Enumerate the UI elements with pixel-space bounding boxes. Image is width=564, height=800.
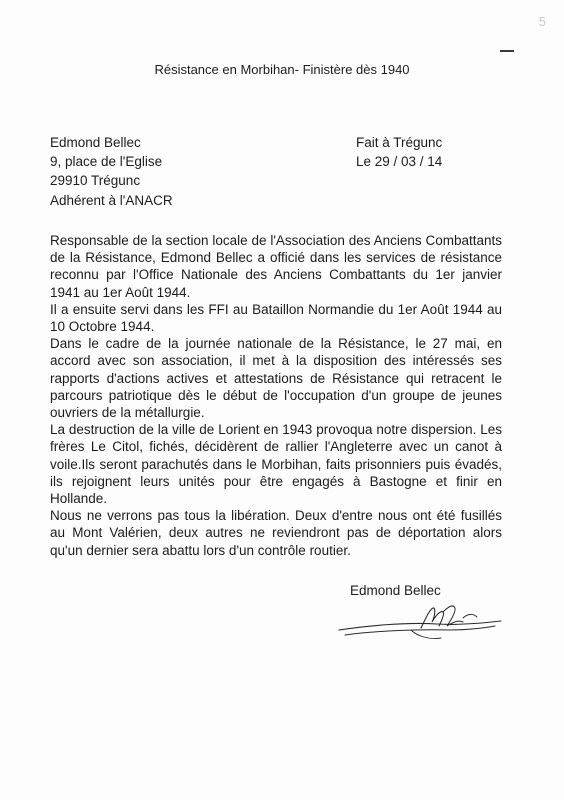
scan-dash-mark: [500, 50, 514, 52]
date-line: Le 29 / 03 / 14: [356, 154, 443, 170]
sender-block: [50, 133, 173, 210]
body-paragraph: Il a ensuite servi dans les FFI au Bataillon Normandie du 1er Août 1944 au 10 Octobre 1944.: [50, 301, 502, 335]
body-paragraph: Dans le cadre de la journée nationale de la Résistance, le 27 mai, en accord avec son association, il met à la disposition des intéressés ses rapports d'actions actives et attestations de Résistance qui retracent le parcours patriotique dès le début de l'occupation d'un groupe de jeunes ouvriers de la métallurgie.: [50, 336, 502, 421]
page-corner-mark: 5: [538, 14, 546, 29]
body-paragraph: Responsable de la section locale de l'Association des Anciens Combattants de la Résistance, Edmond Bellec a officié dans les services de résistance reconnu par l'Office Nationale des Anciens Combattants du 1er janvier 1941 au 1er Août 1944.: [50, 233, 502, 300]
body-paragraph: Nous ne verrons pas tous la libération. Deux d'entre nous ont été fusillés au Mont Valérien, deux autres ne reviendront pas de déportation alors qu'un dernier sera abattu lors d'un contrôle routier.: [50, 508, 502, 558]
body-paragraph: La destruction de la ville de Lorient en 1943 provoqua notre dispersion. Les frères Le Citol, fichés, décidèrent de rallier l'Angleterre avec un canot à voile.Ils seront parachutés dans le Morbihan, faits prisonniers puis évadés, ils rejoignent leurs unités pour être engagés à Bastogne et finir en Hollande.: [50, 422, 502, 507]
sender-name: Edmond Bellec: [50, 135, 141, 150]
sender-city: 29910 Trégunc: [50, 173, 141, 189]
handwritten-signature: [325, 600, 515, 650]
place-date-block: [356, 133, 442, 171]
signature-name: Edmond Bellec: [350, 583, 441, 598]
sender-membership: Adhérent à l'ANACR: [50, 192, 173, 208]
document-title: Résistance en Morbihan- Finistère dès 1940: [154, 62, 410, 77]
letter-body: [50, 232, 502, 559]
sender-address: 9, place de l'Eglise: [50, 154, 163, 170]
place-line: Fait à Trégunc: [356, 135, 443, 150]
